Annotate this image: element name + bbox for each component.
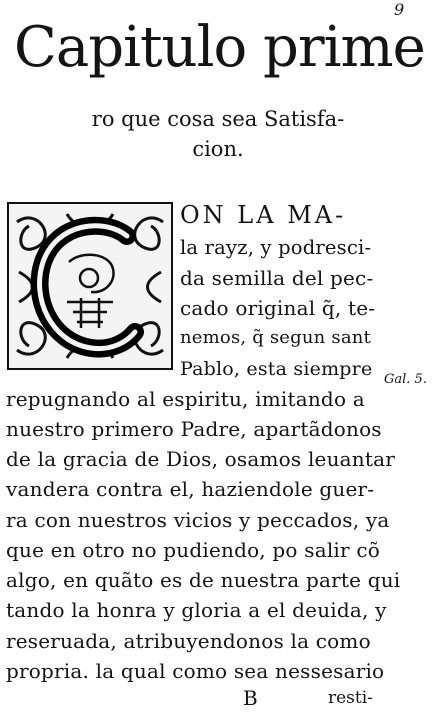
text-line: nuestro primero Padre, apartãdonos <box>6 417 382 441</box>
text-line: que en otro no pudiendo, po salir cõ <box>6 538 380 562</box>
text-line: da semilla del pec- <box>180 266 374 290</box>
text-line: ra con nuestros vicios y peccados, ya <box>6 508 390 532</box>
text-line: vandera contra el, haziendole guer- <box>6 477 375 501</box>
text-line: repugnando al espiritu, imitando a <box>6 387 365 411</box>
signature-mark: B <box>243 686 258 710</box>
marginal-note: Gal. 5. <box>384 372 427 387</box>
text-line: cado original q̃, te- <box>180 296 376 320</box>
text-line: ON LA MA- <box>180 201 347 229</box>
folio-number: 9 <box>394 0 405 19</box>
subtitle-line: cion. <box>192 137 244 161</box>
text-line: Pablo, esta siempre <box>180 358 373 380</box>
subtitle-line: ro que cosa sea Satisfa- <box>91 107 345 131</box>
text-line: la rayz, y podresci- <box>180 236 372 259</box>
text-line: tando la honra y gloria a el deuida, y <box>6 598 387 622</box>
catchword: resti- <box>328 688 373 708</box>
text-line: de la gracia de Dios, osamos leuantar <box>6 447 395 471</box>
text-line: nemos, q̃ segun sant <box>180 327 371 348</box>
text-line: reseruada, atribuyendonos la como <box>6 629 371 653</box>
chapter-title: Capitulo prime <box>14 15 425 80</box>
text-line: algo, en quãto es de nuestra parte qui <box>6 568 401 592</box>
text-line: propria. la qual como sea nessesario <box>6 659 385 683</box>
